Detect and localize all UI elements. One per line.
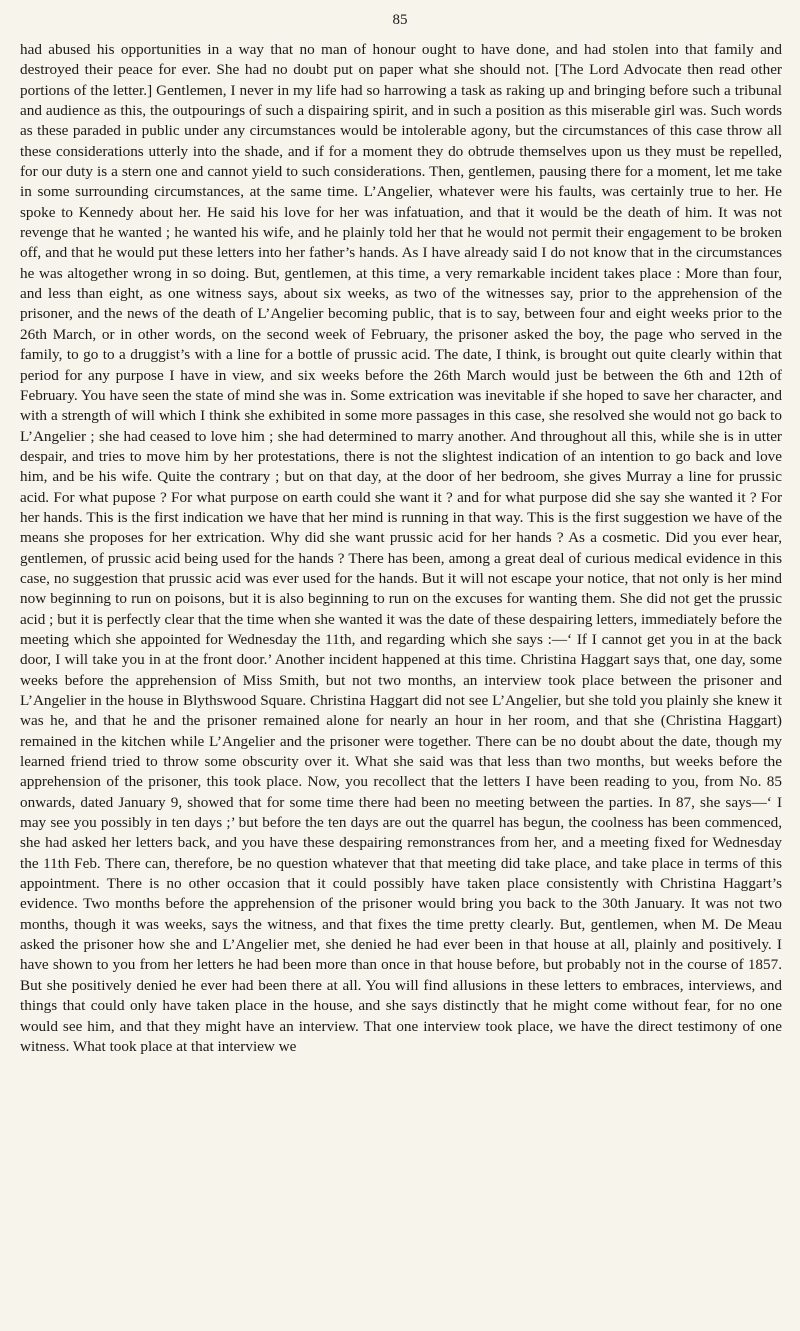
page-number: 85 xyxy=(392,12,408,28)
body-paragraph: had abused his opportunities in a way that no man of honour ought to have done, and had stolen into that family and destroyed their peace for ever. She had no doubt put on paper what she should not. [The Lord Advocate then read other portions of the letter.] Gentlemen, I never in my life had so harrowing a task as raking up and bringing before such a tribunal and audience as this, the outpourings of such a dispairing spirit, and in such a position as this miserable girl was. Such words as these paraded in public under any circumstances would be intolerable agony, but the circumstances of this case throw all these considerations utterly into the shade, and if for a moment they do obtrude themselves upon us they must be repelled, for our duty is a stern one and cannot yield to such considerations. Then, gentlemen, pausing there for a moment, let me take in some surrounding circumstances, at the same time. L’Angelier, whatever were his faults, was certainly true to her. He spoke to Kennedy about her. He said his love for her was infatuation, and that it would be the death of him. It was not revenge that he wanted ; he wanted his wife, and he plainly told her that he would not permit their engagement to be broken off, and that he would put these letters into her father’s hands. As I have already said I do not know that in the circumstances he was altogether wrong in so doing. But, gentlemen, at this time, a very remarkable incident takes place : More than four, and less than eight, as one witness says, about six weeks, as two of the witnesses say, prior to the apprehension of the prisoner, and the news of the death of L’Angelier becoming public, that is to say, between four and eight weeks prior to the 26th March, or in other words, on the second week of February, the prisoner asked the boy, the page who served in the family, to go to a druggist’s with a line for a bottle of prussic acid. The date, I think, is brought out quite clearly within that period for any purpose I have in view, and six weeks before the 26th March would just be between the 6th and 12th of February. You have seen the state of mind she was in. Some extrication was inevitable if she hoped to save her character, and with a strength of will which I think she exhibited in some more passages in this case, she resolved she would not go back to L’Angelier ; she had ceased to love him ; she had determined to marry another. And throughout all this, while she is in utter despair, and tries to move him by her protestations, there is not the slightest indication of an intention to go back and love him, and be his wife. Quite the contrary ; but on that day, at the door of her bedroom, she gives Murray a line for prussic acid. For what pupose ? For what purpose on earth could she want it ? and for what purpose did she say she wanted it ? For her hands. This is the first indication we have that her mind is running in that way. This is the first suggestion we have of the means she proposes for her extrication. Why did she want prussic acid for her hands ? As a cosmetic. Did you ever hear, gentlemen, of prussic acid being used for the hands ? There has been, among a great deal of curious medical evidence in this case, no suggestion that prussic acid was ever used for the hands. But it will not escape your notice, that not only is her mind now beginning to run on poisons, but it is also beginning to run on the excuses for wanting them. She did not get the prussic acid ; but it is perfectly clear that the time when she wanted it was the date of these despairing letters, immediately before the meeting which she appointed for Wednesday the 11th, and regarding which she says :—‘ If I cannot get you in at the back door, I will take you in at the front door.’ Another incident happened at this time. Christina Haggart says that, one day, some weeks before the apprehension of Miss Smith, but not two months, an interview took place between the prisoner and L’Angelier in the house in Blythswood Square. Christina Haggart did not see L’Angelier, but she told you plainly she knew it was he, and that he and the prisoner remained alone for nearly an hour in her room, and that she (Christina Haggart) remained in the kitchen while L’Angelier and the prisoner were together. There can be no doubt about the date, though my learned friend tried to throw some obscurity over it. What she said was that less than two months, but weeks before the apprehension of the prisoner, this took place. Now, you recollect that the letters I have been reading to you, from No. 85 onwards, dated January 9, showed that for some time there had been no meeting between the parties. In 87, she says—‘ I may see you possibly in ten days ;’ but before the ten days are out the quarrel has begun, the coolness has been commenced, she had asked her letters back, and you have these despairing remonstrances from her, and a meeting fixed for Wednesday the 11th Feb. There can, therefore, be no question whatever that that meeting did take place, and take place in terms of this appointment. There is no other occasion that it could possibly have taken place consistently with Christina Haggart’s evidence. Two months before the apprehension of the prisoner would bring you back to the 30th January. It was not two months, though it was weeks, says the witness, and that fixes the time pretty clearly. But, gentlemen, when M. De Meau asked the prisoner how she and L’Angelier met, she denied he had ever been in that house at all, plainly and positively. I have shown to you from her letters he had been more than once in that house before, but probably not in the course of 1857. But she positively denied he ever had been there at all. You will find allusions in these letters to embraces, interviews, and things that could only have taken place in the house, and she says distinctly that he might come without fear, for no one would see him, and that they might have an interview. That one interview took place, we have the direct testimony of one witness. What took place at that interview we xyxy=(20,41,782,1055)
body-text xyxy=(20,40,782,1057)
